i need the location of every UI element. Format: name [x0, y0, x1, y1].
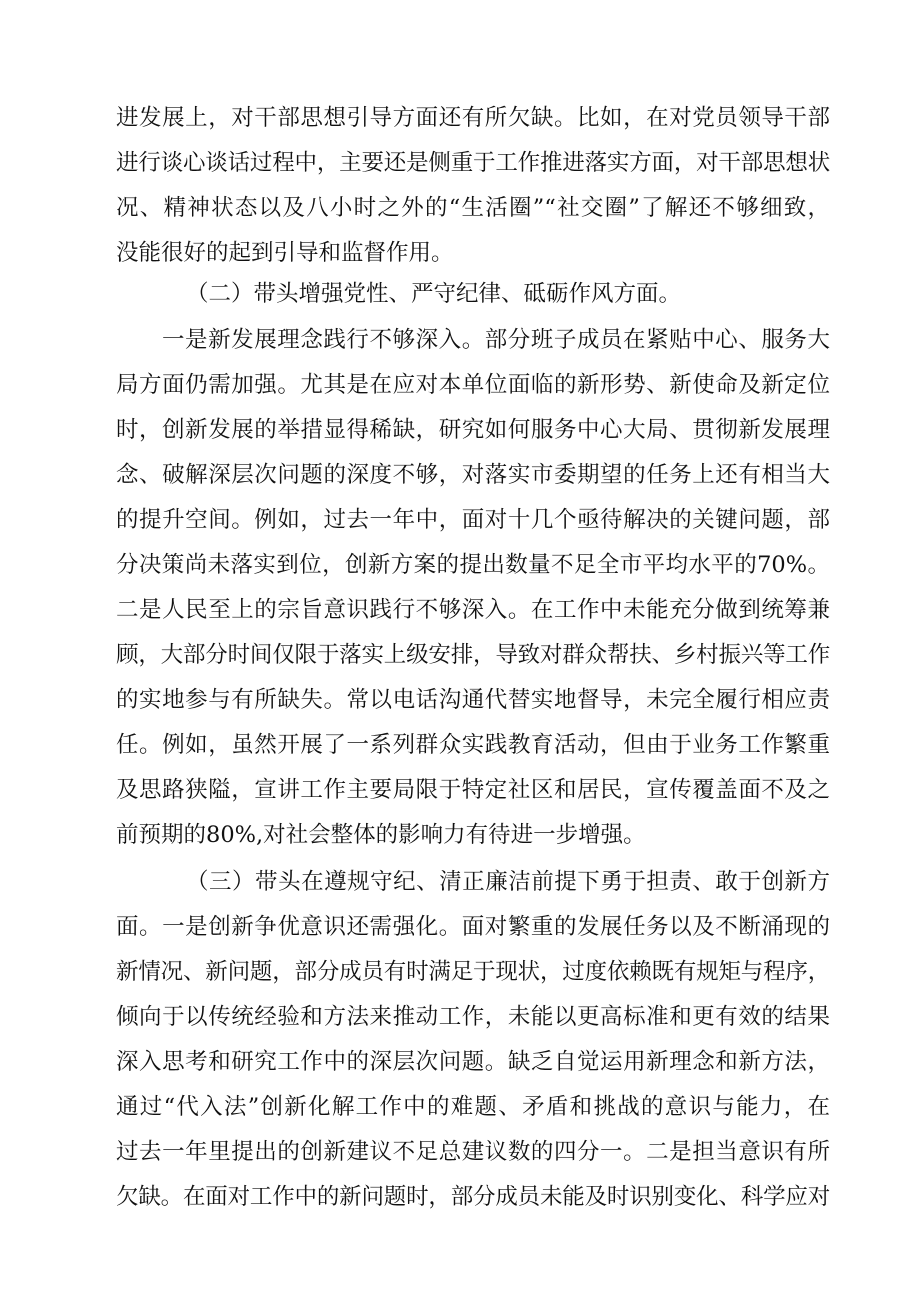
text-line: 没能很好的起到引导和监督作用。	[116, 240, 454, 266]
text-line: 二是人民至上的宗旨意识践行不够深入。在工作中未能充分做到统筹兼	[116, 597, 830, 623]
text-line: 欠缺。在面对工作中的新问题时，部分成员未能及时识别变化、科学应对	[116, 1184, 830, 1210]
text-line: 过去一年里提出的创新建议不足总建议数的四分一。二是担当意识有所	[116, 1139, 830, 1165]
section-heading-three: （三）带头在遵规守纪、清正廉洁前提下勇于担责、敢于创新方	[186, 869, 830, 895]
text-line: 分决策尚未落实到位，创新方案的提出数量不足全市平均水平的70%。	[116, 552, 830, 578]
text-line: 通过“代入法”创新化解工作中的难题、矛盾和挑战的意识与能力，在	[116, 1094, 830, 1120]
section-heading-two: （二）带头增强党性、严守纪律、砥砺作风方面。	[186, 281, 682, 307]
text-line: 倾向于以传统经验和方法来推动工作，未能以更高标准和更有效的结果	[116, 1004, 830, 1030]
text-line: 顾，大部分时间仅限于落实上级安排，导致对群众帮扶、乡村振兴等工作	[116, 642, 830, 668]
text-line: 局方面仍需加强。尤其是在应对本单位面临的新形势、新使命及新定位	[116, 372, 830, 398]
text-line: 任。例如，虽然开展了一系列群众实践教育活动，但由于业务工作繁重	[116, 732, 830, 758]
text-line: 面。一是创新争优意识还需强化。面对繁重的发展任务以及不断涌现的	[116, 914, 830, 940]
text-line: 及思路狭隘，宣讲工作主要局限于特定社区和居民，宣传覆盖面不及之	[116, 777, 830, 803]
text-line: 深入思考和研究工作中的深层次问题。缺乏自觉运用新理念和新方法，	[116, 1049, 830, 1075]
text-line: 一是新发展理念践行不够深入。部分班子成员在紧贴中心、服务大	[162, 327, 830, 353]
text-line: 进行谈心谈话过程中，主要还是侧重于工作推进落实方面，对干部思想状	[116, 150, 830, 176]
text-line: 前预期的80%,对社会整体的影响力有待进一步增强。	[116, 822, 646, 848]
text-line: 的提升空间。例如，过去一年中，面对十几个亟待解决的关键问题，部	[116, 507, 830, 533]
text-line: 进发展上，对干部思想引导方面还有所欠缺。比如，在对党员领导干部	[116, 105, 830, 131]
text-line: 新情况、新问题，部分成员有时满足于现状，过度依赖既有规矩与程序，	[116, 959, 830, 985]
text-line: 况、精神状态以及八小时之外的“生活圈”“社交圈”了解还不够细致，	[116, 195, 830, 221]
text-line: 念、破解深层次问题的深度不够，对落实市委期望的任务上还有相当大	[116, 462, 830, 488]
text-line: 的实地参与有所缺失。常以电话沟通代替实地督导，未完全履行相应责	[116, 687, 830, 713]
text-line: 时，创新发展的举措显得稀缺，研究如何服务中心大局、贯彻新发展理	[116, 417, 830, 443]
